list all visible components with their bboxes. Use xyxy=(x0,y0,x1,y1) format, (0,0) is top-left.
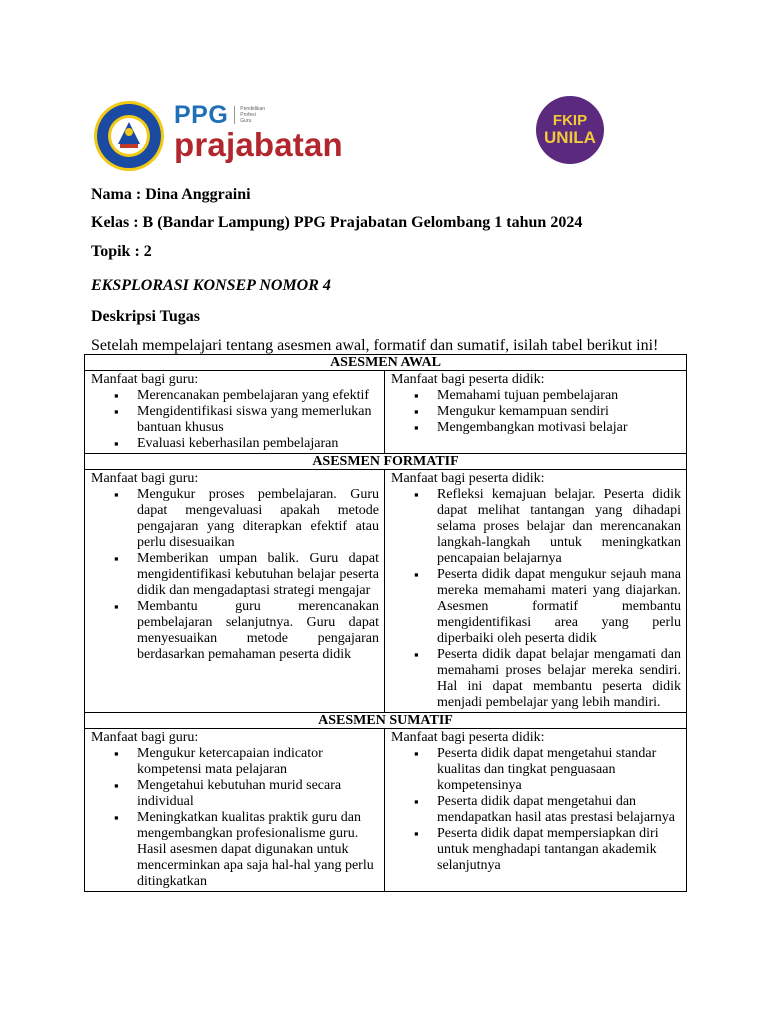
ppg-prajabatan-logo xyxy=(174,102,343,162)
list-item: ▪ Mengetahui kebutuhan murid secara individual xyxy=(137,778,379,810)
list-item: ▪ Peserta didik dapat mengetahui dan mendapatkan hasil atas prestasi belajarnya xyxy=(437,794,681,826)
list-item: ▪ Refleksi kemajuan belajar. Peserta didik dapat melihat tantangan yang dihadapi selama proses belajar dan merencanakan langkah-langkah untuk meningkatkan pencapaian belajarnya xyxy=(437,487,681,567)
list-item: ▪ Mengembangkan motivasi belajar xyxy=(437,420,681,436)
list-item: ▪ Mengukur kemampuan sendiri xyxy=(437,404,681,420)
list-item: ▪ Mengukur ketercapaian indicator kompetensi mata pelajaran xyxy=(137,746,379,778)
siswa-label: Manfaat bagi peserta didik: xyxy=(391,372,545,387)
list-item: ▪ Merencanakan pembelajaran yang efektif xyxy=(137,388,379,404)
ppg-word: PPG xyxy=(174,101,229,129)
siswa-label: Manfaat bagi peserta didik: xyxy=(391,471,545,486)
task-description-heading: Deskripsi Tugas xyxy=(91,308,200,325)
list-item: ▪ Mengukur proses pembelajaran. Guru dapat mengevaluasi apakah metode pengajaran yang diterapkan efektif atau perlu disesuaikan xyxy=(137,487,379,551)
list-item: ▪ Peserta didik dapat mengukur sejauh mana mereka memahami materi yang diajarkan. Asesmen formatif membantu mengidentifikasi area yang perlu diperbaiki oleh peserta didik xyxy=(437,567,681,647)
formatif-siswa-cell xyxy=(385,470,687,713)
list-item: ▪ Peserta didik dapat mengetahui standar kualitas dan tingkat penguasaan kompetensinya xyxy=(437,746,681,794)
section-title-sumatif: ASESMEN SUMATIF xyxy=(85,713,687,729)
task-instruction: Setelah mempelajari tentang asesmen awal, formatif dan sumatif, isilah tabel berikut ini! xyxy=(91,337,659,354)
list-item: ▪ Peserta didik dapat belajar mengamati dan memahami proses belajar mereka sendiri. Hal ini dapat membantu peserta didik menjadi pembelajar yang lebih mandiri. xyxy=(437,647,681,711)
class-info: Kelas : B (Bandar Lampung) PPG Prajabatan Gelombang 1 tahun 2024 xyxy=(91,214,583,231)
student-name: Nama : Dina Anggraini xyxy=(91,186,251,203)
exploration-title: EKSPLORASI KONSEP NOMOR 4 xyxy=(91,277,331,294)
list-item: ▪ Meningkatkan kualitas praktik guru dan mengembangkan profesionalisme guru. Hasil asesmen dapat digunakan untuk mencerminkan apa saja hal-hal yang perlu ditingkatkan xyxy=(137,810,379,890)
guru-label: Manfaat bagi guru: xyxy=(91,471,199,486)
siswa-label: Manfaat bagi peserta didik: xyxy=(391,730,545,745)
fkip-text: FKIP xyxy=(552,112,588,129)
awal-guru-cell xyxy=(85,371,385,454)
list-item: ▪ Memahami tujuan pembelajaran xyxy=(437,388,681,404)
assessment-table xyxy=(84,354,687,892)
awal-siswa-cell xyxy=(385,371,687,454)
guru-label: Manfaat bagi guru: xyxy=(91,730,199,745)
ppg-separator xyxy=(234,106,235,124)
ppg-subtitle: Pendidikan Profesi Guru xyxy=(240,106,266,124)
prajabatan-word: prajabatan xyxy=(174,126,343,163)
sumatif-guru-cell xyxy=(85,729,385,892)
topic: Topik : 2 xyxy=(91,243,152,260)
formatif-guru-cell xyxy=(85,470,385,713)
unila-text: UNILA xyxy=(544,128,596,147)
section-title-awal: ASESMEN AWAL xyxy=(85,355,687,371)
guru-label: Manfaat bagi guru: xyxy=(91,372,199,387)
list-item: ▪ Evaluasi keberhasilan pembelajaran xyxy=(137,436,379,452)
list-item: ▪ Membantu guru merencanakan pembelajaran selanjutnya. Guru dapat menyesuaikan metode pengajaran berdasarkan pemahaman peserta didik xyxy=(137,599,379,663)
fkip-unila-logo xyxy=(536,96,604,164)
universitas-lampung-logo xyxy=(92,100,166,172)
list-item: ▪ Mengidentifikasi siswa yang memerlukan bantuan khusus xyxy=(137,404,379,436)
list-item: ▪ Memberikan umpan balik. Guru dapat mengidentifikasi kebutuhan belajar peserta didik dan mengadaptasi strategi mengajar xyxy=(137,551,379,599)
section-title-formatif: ASESMEN FORMATIF xyxy=(85,454,687,470)
list-item: ▪ Peserta didik dapat mempersiapkan diri untuk menghadapi tantangan akademik selanjutnya xyxy=(437,826,681,874)
sumatif-siswa-cell xyxy=(385,729,687,892)
